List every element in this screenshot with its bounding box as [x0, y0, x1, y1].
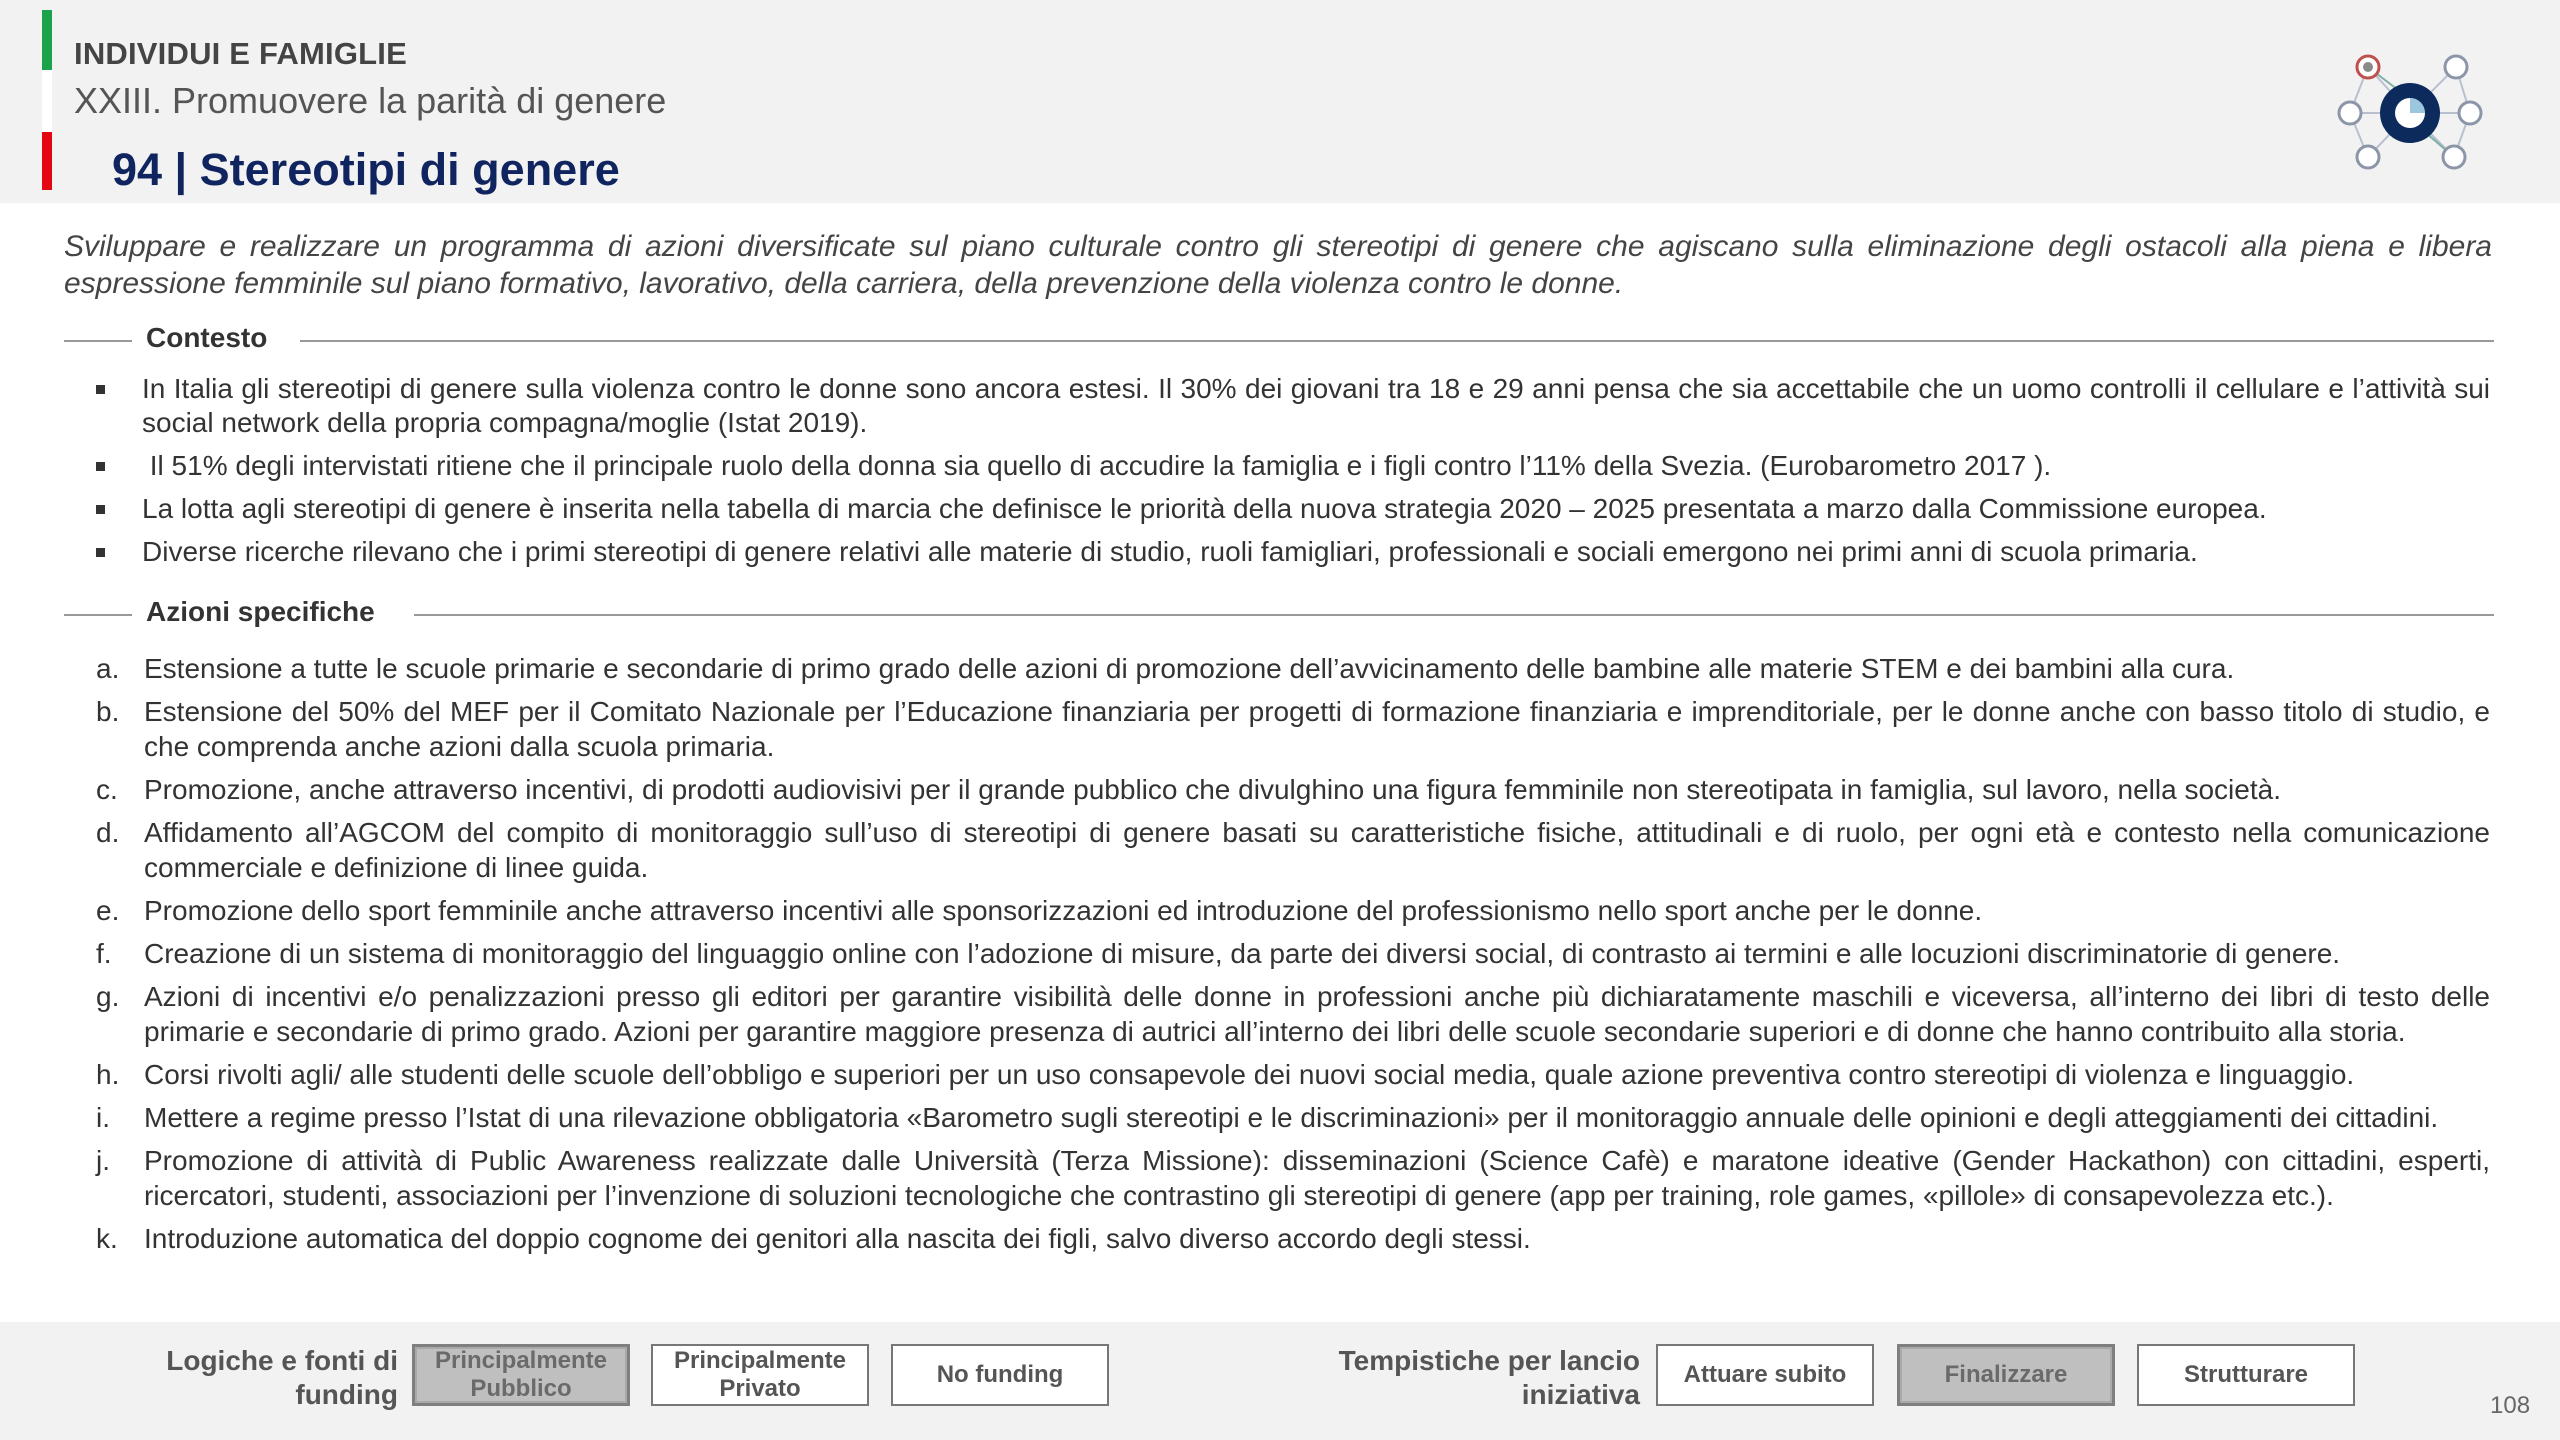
list-item-text: Azioni di incentivi e/o penalizzazioni presso gli editori per garantire visibilità delle donne in professioni anche più dichiaratamente maschili e viceversa, all’interno dei libri di testo delle primarie e secondarie di primo grado. Azioni per garantire maggiore presenza di autrici all’interno dei libri delle scuole secondarie superiori e di donne che hanno contribuito alla storia. [144, 981, 2490, 1047]
list-item-text: La lotta agli stereotipi di genere è inserita nella tabella di marcia che definisce le priorità della nuova strategia 2020 – 2025 presentata a marzo dalla Commissione europea. [142, 493, 2267, 524]
list-item-text: Estensione a tutte le scuole primarie e secondarie di primo grado delle azioni di promozione dell’avvicinamento delle bambine alle materie STEM e dei bambini alla cura. [144, 653, 2235, 684]
list-item [90, 535, 2490, 569]
list-marker: i. [96, 1102, 110, 1133]
option-line: Principalmente [434, 1347, 608, 1374]
bullet-square-icon [96, 462, 105, 471]
list-marker: g. [96, 981, 120, 1012]
bullet-square-icon [96, 548, 105, 557]
list-item [90, 651, 2490, 686]
list-item-text: In Italia gli stereotipi di genere sulla violenza contro le donne sono ancora estesi. Il 30% dei giovani tra 18 e 29 anni pensa che sia accettabile che un uomo controlli il cellulare e l’attività sui social network della propria compagna/moglie (Istat 2019). [142, 373, 2490, 438]
timing-label [1300, 1344, 1640, 1412]
subsection-title: XXIII. Promuovere la parità di genere [74, 80, 667, 121]
flag-red-stripe [42, 132, 52, 190]
heading-line-right [300, 340, 2494, 342]
list-item [90, 694, 2490, 764]
contesto-list [90, 372, 2490, 578]
list-marker: k. [96, 1223, 118, 1254]
list-item-text: Affidamento all’AGCOM del compito di monitoraggio sull’uso di stereotipi di genere basati su caratteristiche fisiche, attitudinali e di ruolo, per ogni età e contesto nella comunicazione commerciale e definizione di linee guida. [144, 817, 2490, 883]
funding-label [140, 1344, 398, 1412]
heading-line-left [64, 340, 132, 342]
bullet-square-icon [96, 505, 105, 514]
list-item [90, 1221, 2490, 1256]
timing-label-line: iniziativa [1521, 1379, 1640, 1410]
intro-objective: Sviluppare e realizzare un programma di azioni diversificate sul piano culturale contro gli stereotipi di genere che agiscano sulla eliminazione degli ostacoli alla piena e libera espressione femminile sul piano formativo, lavorativo, della carriera, della prevenzione della violenza contro le donne. [64, 230, 2492, 300]
option-label: Attuare subito [1683, 1361, 1847, 1388]
list-marker: j. [96, 1145, 110, 1176]
contesto-heading: Contesto [146, 322, 268, 353]
heading-line-right [414, 614, 2494, 616]
heading-line-left [64, 614, 132, 616]
page-number: 108 [2490, 1392, 2531, 1419]
list-marker: f. [96, 938, 112, 969]
option-line: Pubblico [470, 1375, 572, 1402]
list-marker: e. [96, 895, 120, 926]
bullet-square-icon [96, 385, 105, 394]
timing-option-finalizzare[interactable] [1897, 1344, 2115, 1406]
timing-label-line: Tempistiche per lancio [1338, 1345, 1640, 1376]
list-item-text: Promozione dello sport femminile anche attraverso incentivi alle sponsorizzazioni ed introduzione del professionismo nello sport anche per le donne. [144, 895, 1983, 926]
list-item [90, 492, 2490, 526]
funding-label-line: Logiche e fonti di [166, 1345, 398, 1376]
option-label: Strutturare [2183, 1361, 2309, 1388]
option-line: Privato [719, 1375, 801, 1402]
azioni-list [90, 651, 2490, 1264]
funding-option-no-funding[interactable] [891, 1344, 1109, 1406]
list-item [90, 772, 2490, 807]
list-marker: a. [96, 653, 120, 684]
list-item [90, 1057, 2490, 1092]
list-item [90, 1143, 2490, 1213]
list-item [90, 1100, 2490, 1135]
flag-white-stripe [42, 70, 52, 132]
list-item-text: Promozione, anche attraverso incentivi, di prodotti audiovisivi per il grande pubblico che divulghino una figura femminile non stereotipata in famiglia, sul lavoro, nella società. [144, 774, 2281, 805]
funding-label-line: funding [295, 1379, 398, 1410]
list-marker: h. [96, 1059, 120, 1090]
contesto-heading-rule [64, 320, 2494, 360]
page-title: 94 | Stereotipi di genere [112, 144, 620, 195]
list-item-text: Il 51% degli intervistati ritiene che il principale ruolo della donna sia quello di accudire la famiglia e i figli contro l’11% della Svezia. (Eurobarometro 2017 ). [142, 450, 2052, 481]
timing-option-strutturare[interactable] [2137, 1344, 2355, 1406]
list-item-text: Corsi rivolti agli/ alle studenti delle scuole dell’obbligo e superiori per un uso consapevole dei nuovi social media, quale azione preventiva contro stereotipi di violenza e linguaggio. [144, 1059, 2355, 1090]
list-marker: d. [96, 817, 120, 848]
azioni-heading-rule [64, 594, 2494, 634]
footer-band [0, 1322, 2560, 1440]
list-item [90, 936, 2490, 971]
option-line: Principalmente [673, 1347, 847, 1374]
list-item-text: Mettere a regime presso l’Istat di una rilevazione obbligatoria «Barometro sugli stereotipi e le discriminazioni» per il monitoraggio annuale delle opinioni e degli atteggiamenti dei cittadini. [144, 1102, 2439, 1133]
list-marker: b. [96, 696, 120, 727]
timing-option-attuare-subito[interactable] [1656, 1344, 1874, 1406]
funding-option-principalmente-pubblico[interactable] [412, 1344, 630, 1406]
section-title: INDIVIDUI E FAMIGLIE [74, 36, 407, 71]
list-marker: c. [96, 774, 118, 805]
header-band [0, 0, 2560, 203]
list-item [90, 449, 2490, 483]
network-circle-logo-icon [2330, 45, 2490, 180]
list-item-text: Promozione di attività di Public Awareness realizzate dalle Università (Terza Missione): disseminazioni (Science Cafè) e maratone ideative (Gender Hackathon) con cittadini, esperti, ricercatori, studenti, associazioni per l’invenzione di soluzioni tecnologiche che contrastino gli stereotipi di genere (app per training, role games, «pillole» di consapevolezza etc.). [144, 1145, 2490, 1211]
flag-green-stripe [42, 10, 52, 70]
list-item [90, 893, 2490, 928]
list-item [90, 815, 2490, 885]
list-item-text: Introduzione automatica del doppio cognome dei genitori alla nascita dei figli, salvo diverso accordo degli stessi. [144, 1223, 1531, 1254]
option-line: No funding [936, 1361, 1064, 1388]
option-label: Finalizzare [1944, 1361, 2068, 1388]
azioni-heading: Azioni specifiche [146, 596, 375, 627]
list-item-text: Estensione del 50% del MEF per il Comitato Nazionale per l’Educazione finanziaria per progetti di formazione finanziaria e imprenditoriale, per le donne anche con basso titolo di studio, e che comprenda anche azioni dalla scuola primaria. [144, 696, 2490, 762]
list-item [90, 372, 2490, 440]
funding-option-principalmente-privato[interactable] [651, 1344, 869, 1406]
list-item-text: Diverse ricerche rilevano che i primi stereotipi di genere relativi alle materie di studio, ruoli famigliari, professionali e sociali emergono nei primi anni di scuola primaria. [142, 536, 2198, 567]
list-item [90, 979, 2490, 1049]
list-item-text: Creazione di un sistema di monitoraggio del linguaggio online con l’adozione di misure, da parte dei diversi social, di contrasto ai termini e alle locuzioni discriminatorie di genere. [144, 938, 2341, 969]
